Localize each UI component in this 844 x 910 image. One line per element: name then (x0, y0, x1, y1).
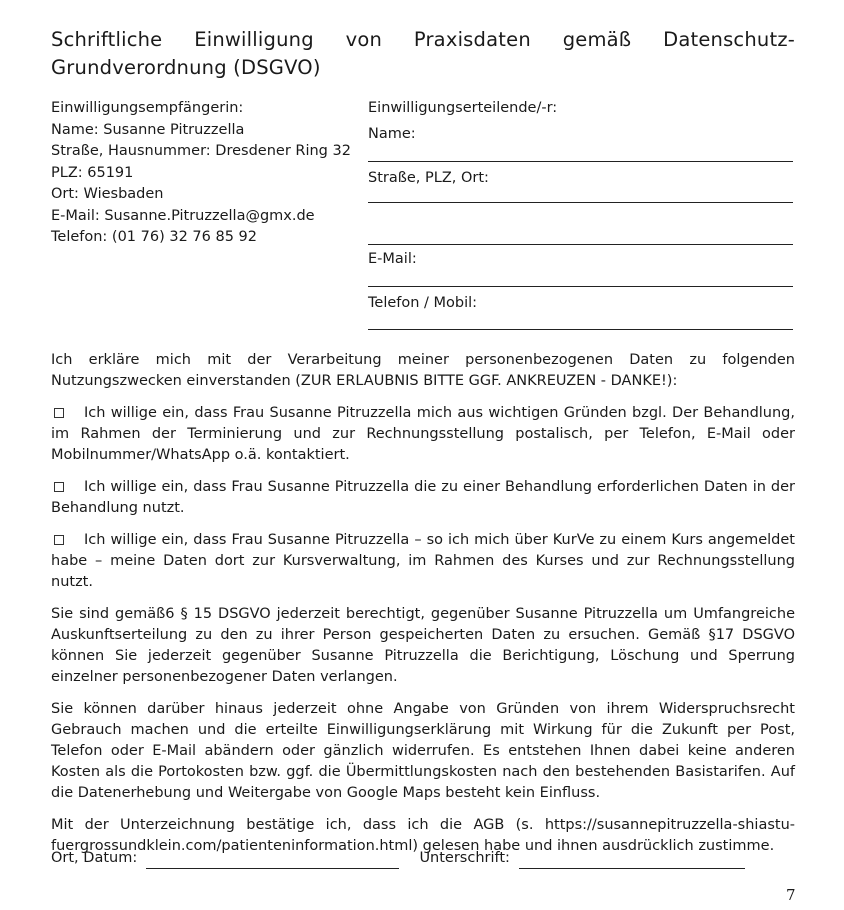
recipient-zip: PLZ: 65191 (51, 164, 134, 181)
signature-input-line[interactable] (519, 853, 745, 869)
consent-checkbox-course[interactable] (54, 535, 64, 545)
email-input-line[interactable] (368, 286, 793, 287)
address-label: Straße, PLZ, Ort: (368, 170, 489, 186)
consent-body (51, 350, 795, 857)
recipient-heading: Einwilligungsempfängerin: (51, 100, 244, 116)
intro-paragraph: Ich erkläre mich mit der Verarbeitung meiner personenbezogenen Daten zu folgenden Nutzungszwecken einverstanden (ZUR ERLAUBNIS BITTE GGF. ANKREUZEN - DANKE!): (51, 352, 795, 389)
parties-section (51, 98, 795, 334)
place-date-label: Ort, Datum: (51, 850, 138, 866)
name-label: Name: (368, 125, 416, 142)
phone-input-line[interactable] (368, 329, 793, 330)
consenter-heading: Einwilligungserteilende/-r: (368, 100, 558, 116)
recipient-name: Name: Susanne Pitruzzella (51, 121, 245, 138)
signature-row (51, 848, 795, 869)
document-title: Schriftliche Einwilligung von Praxisdaten gemäß Datenschutz-Grundverordnung (DSGVO) (51, 28, 795, 79)
consent-item-course (51, 530, 795, 593)
consent-checkbox-treatment[interactable] (54, 482, 64, 492)
consent-text-course: Ich willige ein, dass Frau Susanne Pitruzzella – so ich mich über KurVe zu einem Kurs angemeldet habe – meine Daten dort zur Kursverwaltung, im Rahmen des Kurses und zur Rechnungsstellung nutzt. (51, 532, 795, 590)
recipient-street: Straße, Hausnummer: Dresdener Ring 32 (51, 143, 351, 159)
email-label: E-Mail: (368, 250, 417, 267)
name-input-line[interactable] (368, 161, 793, 162)
consenter-block (368, 98, 793, 330)
consent-text-contact: Ich willige ein, dass Frau Susanne Pitruzzella mich aus wichtigen Gründen bzgl. Der Behandlung, im Rahmen der Terminierung und zur Rechnungsstellung postalisch, per Telefon, E-Mail oder Mobilnummer/WhatsApp o.ä. kontaktiert. (51, 405, 795, 463)
recipient-phone: Telefon: (01 76) 32 76 85 92 (51, 229, 257, 245)
consent-item-contact (51, 403, 795, 466)
address-input-line-2[interactable] (368, 244, 793, 245)
address-input-line-1[interactable] (368, 202, 793, 203)
recipient-block (51, 98, 361, 249)
page-number: 7 (786, 886, 796, 904)
consent-checkbox-contact[interactable] (54, 408, 64, 418)
consent-item-treatment (51, 477, 795, 519)
place-date-input-line[interactable] (146, 853, 399, 869)
recipient-email: E-Mail: Susanne.Pitruzzella@gmx.de (51, 207, 315, 224)
signature-label: Unterschrift: (419, 850, 510, 866)
consent-form-page (51, 26, 795, 868)
rights-paragraph: Sie sind gemäß6 § 15 DSGVO jederzeit berechtigt, gegenüber Susanne Pitruzzella um Umfangreiche Auskunftserteilung zu den zu ihrer Person gespeicherten Daten zu ersuchen. Gemäß §17 DSGVO können Sie jederzeit gegenüber Susanne Pitruzzella die Berichtigung, Löschung und Sperrung einzelner personenbezogener Daten verlangen. (51, 606, 795, 685)
agb-paragraph: Mit der Unterzeichnung bestätige ich, dass ich die AGB (s. https://susannepitruzzella-shiastu-fuergrossundklein.com/patienteninformation.html) gelesen habe und ihnen ausdrücklich zustimme. (51, 817, 795, 854)
phone-label: Telefon / Mobil: (368, 295, 478, 311)
consent-text-treatment: Ich willige ein, dass Frau Susanne Pitruzzella die zu einer Behandlung erforderlichen Daten in der Behandlung nutzt. (51, 479, 795, 516)
revocation-paragraph: Sie können darüber hinaus jederzeit ohne Angabe von Gründen von ihrem Widerspruchsrecht Gebrauch machen und die erteilte Einwilligungserklärung mit Wirkung für die Zukunft per Post, Telefon oder E-Mail abändern oder gänzlich widerrufen. Es entstehen Ihnen dabei keine anderen Kosten als die Portokosten bzw. ggf. die Übermittlungskosten nach den bestehenden Basistarifen. Auf die Datenerhebung und Weitergabe von Google Maps besteht kein Einfluss. (51, 701, 795, 801)
recipient-city: Ort: Wiesbaden (51, 186, 164, 202)
